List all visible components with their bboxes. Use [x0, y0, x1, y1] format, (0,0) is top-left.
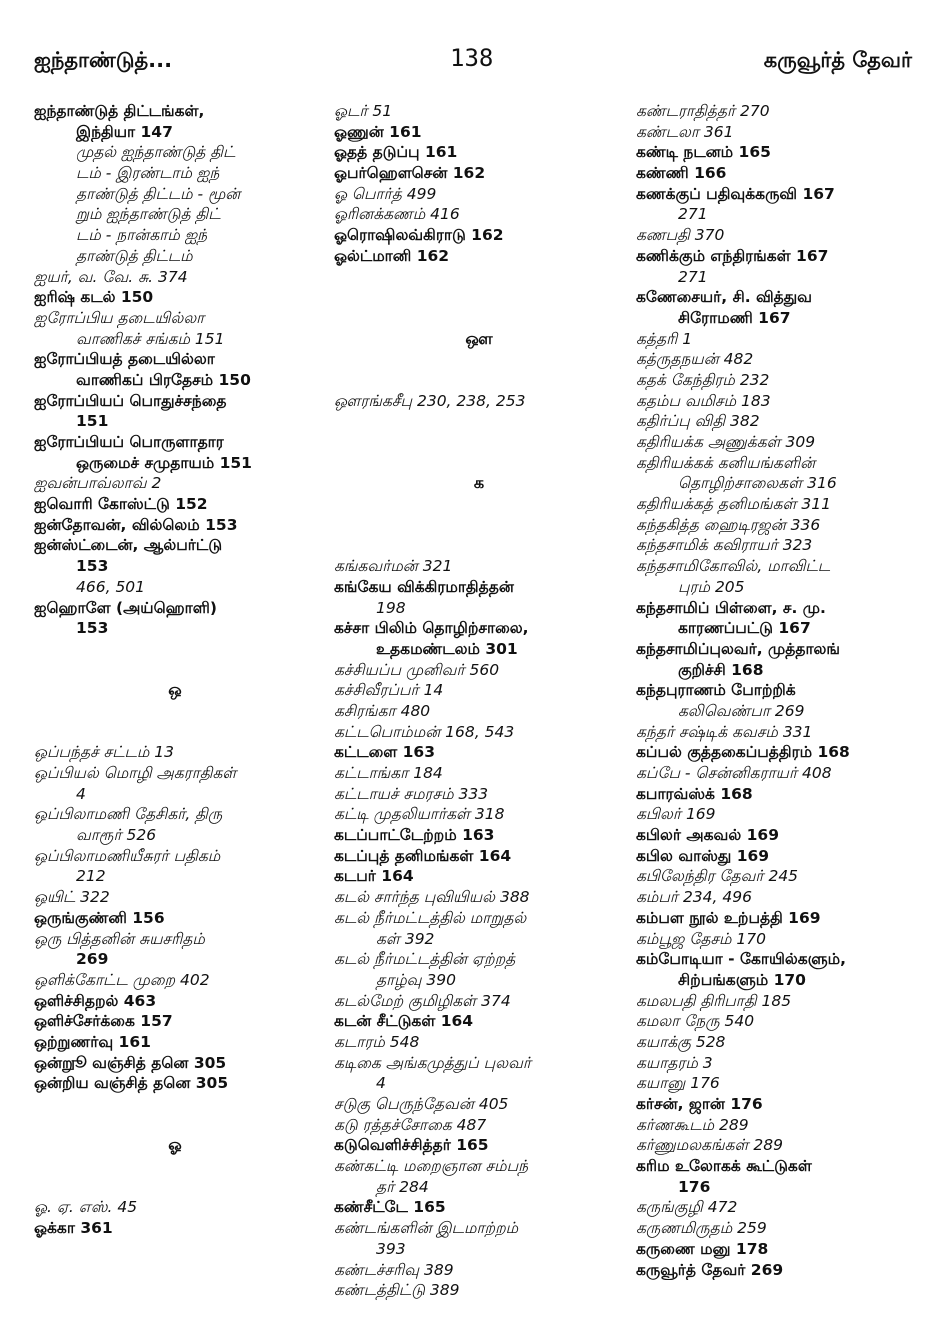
section-letter: ஔ: [465, 328, 493, 348]
index-entry: ஓதத் தடுப்பு 161: [334, 143, 458, 162]
index-entry: கடல் சார்ந்த புவியியல் 388: [334, 888, 530, 907]
index-entry: தாண்டுத் திட்டம்: [76, 246, 193, 265]
index-entry: கந்தகித்த ஹைடிரஜன் 336: [636, 515, 821, 534]
index-entry: கச்சியப்ப முனிவர் 560: [334, 660, 500, 679]
index-entry: 466, 501: [76, 577, 146, 596]
index-entry: கபாரவ்ஸ்க் 168: [636, 784, 753, 803]
index-column-3: [636, 101, 928, 1280]
spacer: [34, 1115, 316, 1136]
spacer: [334, 267, 624, 288]
index-entry: ஐரிஷ் கடல் 150: [34, 288, 154, 307]
index-entry: கருணை மனு 178: [636, 1239, 769, 1258]
index-entry: குறிச்சி 168: [678, 660, 764, 679]
index-entry: கந்தசாமிகோவில், மாவிட்ட: [636, 557, 831, 576]
index-entry: ஓணுன் 161: [334, 122, 422, 141]
index-entry: கண்ணி 166: [636, 164, 727, 183]
index-entry: கமலபதி திரிபாதி 185: [636, 991, 792, 1010]
index-entry: கபிலேந்திர தேவர் 245: [636, 867, 799, 886]
index-entry: கண்டச்சரிவு 389: [334, 1260, 454, 1279]
index-entry: கட்டாயச் சமரசம் 333: [334, 784, 489, 803]
section-letter: ஓ: [168, 1135, 182, 1155]
index-entry: 271: [678, 267, 708, 286]
spacer: [334, 535, 624, 556]
index-entry: 269: [76, 950, 109, 969]
index-entry: கதக் கேந்திரம் 232: [636, 370, 770, 389]
spacer: [34, 722, 316, 743]
index-entry: கதிரியக்க அணுக்கள் 309: [636, 433, 816, 451]
index-entry: கண்கட்டி மறைஞான சம்பந்: [334, 1157, 529, 1176]
index-entry: ஓரினக்கணம் 416: [334, 205, 460, 224]
index-entry: கத்ருதநயன் 482: [636, 350, 754, 369]
index-entry: ஒளிச்சேர்க்கை 157: [34, 1012, 173, 1031]
index-entry: 151: [76, 412, 109, 431]
index-entry: கச்சா பிலிம் தொழிற்சாலை,: [334, 619, 529, 638]
spacer: [334, 453, 624, 474]
index-entry: 212: [76, 867, 106, 886]
index-entry: கயாதரம் 3: [636, 1053, 713, 1072]
index-entry: வாரூர் 526: [76, 826, 157, 845]
spacer: [34, 1094, 316, 1115]
index-entry: ஓபர்ஹெளசென் 162: [334, 164, 486, 183]
index-entry: கண்டி நடனம் 165: [636, 143, 771, 162]
index-entry: 4: [376, 1074, 386, 1093]
index-column-2: [334, 101, 624, 1301]
index-entry: ஐவன்பாவ்லாவ் 2: [34, 474, 162, 493]
spacer: [34, 1177, 316, 1198]
index-entry: கமலா நேரு 540: [636, 1012, 755, 1031]
index-entry: கதிரியக்கத் தனிமங்கள் 311: [636, 495, 832, 514]
index-entry: கபிலர் 169: [636, 805, 716, 824]
index-entry: கதிரியக்கக் கனியங்களின்: [636, 453, 816, 472]
index-entry: கந்தசாமிப் பிள்ளை, ச. மு.: [636, 598, 826, 617]
index-entry: ஒளிச்சிதறல் 463: [34, 991, 157, 1010]
index-entry: கப்பல் குத்தகைப்பத்திரம் 168: [636, 743, 850, 762]
index-entry: தாண்டுத் திட்டம் - மூன்: [76, 184, 241, 203]
index-entry: கண்டத்திட்டு 389: [334, 1281, 460, 1300]
index-entry: முதல் ஐந்தாண்டுத் திட்: [76, 143, 236, 162]
index-entry: கடல்மேற் குமிழிகள் 374: [334, 991, 511, 1010]
index-entry: ஐன்ஸ்ட்டைன், ஆல்பர்ட்டு: [34, 536, 223, 555]
index-entry: ஒற்றுணர்வு 161: [34, 1032, 151, 1051]
index-entry: சிற்பங்களும் 170: [678, 970, 806, 989]
index-entry: கப்பே - சென்னிகராயர் 408: [636, 764, 832, 782]
index-entry: கடிகை அங்கமுத்துப் புலவர்: [334, 1053, 532, 1072]
index-entry: கடப்பாட்டேற்றம் 163: [334, 826, 495, 845]
index-entry: கருங்குழி 472: [636, 1198, 738, 1217]
index-entry: ஐன்தோவன், வில்லெம் 153: [34, 515, 238, 534]
spacer: [334, 515, 624, 536]
running-head-right: கருவூர்த் தேவர்: [763, 48, 912, 72]
index-entry: ஒப்பிலாமணியீசுரர் பதிகம்: [34, 846, 221, 865]
index-entry: ஒன்றிய வஞ்சித் தனெ 305: [34, 1074, 229, 1093]
index-entry: ஐஹொளே (அய்ஹொளி): [34, 598, 217, 617]
index-entry: கச்சிவீரப்பர் 14: [334, 681, 444, 700]
index-entry: வாணிகப் பிரதேசம் 150: [76, 370, 251, 389]
index-entry: சடுகு பெருந்தேவன் 405: [334, 1095, 509, 1113]
index-entry: கர்சன், ஜான் 176: [636, 1095, 763, 1113]
index-entry: கந்தசாமிப்புலவர், முத்தாலங்: [636, 639, 840, 658]
index-entry: கந்தசாமிக் கவிராயர் 323: [636, 536, 813, 555]
index-entry: கடபர் 164: [334, 867, 414, 886]
index-entry: கர்ணகூடம் 289: [636, 1115, 749, 1134]
spacer: [34, 701, 316, 722]
running-head-left: ஐந்தாண்டுத்...: [34, 48, 173, 72]
index-entry: ஒப்பியல் மொழி அகராதிகள்: [34, 764, 237, 782]
index-entry: உதகமண்டலம் 301: [376, 639, 518, 658]
index-entry: ஒருமைச் சமுதாயம் 151: [76, 453, 252, 472]
index-entry: ஐரோப்பியத் தடையில்லா: [34, 350, 215, 369]
spacer: [334, 308, 624, 329]
index-entry: கதம்ப வமிசம் 183: [636, 391, 771, 410]
index-entry: கங்கவர்மன் 321: [334, 557, 453, 576]
index-entry: கரிம உலோகக் கூட்டுகள்: [636, 1157, 812, 1176]
index-entry: தாழ்வு 390: [376, 970, 457, 989]
index-entry: கம்பூஜ தேசம் 170: [636, 929, 767, 948]
index-entry: கசிரங்கா 480: [334, 701, 431, 720]
spacer: [334, 349, 624, 370]
index-entry: கபிலர் அகவல் 169: [636, 826, 780, 845]
index-entry: கள் 392: [376, 929, 435, 948]
index-entry: ஓக்கா 361: [34, 1219, 113, 1238]
index-entry: கடுவெளிச்சித்தர் 165: [334, 1136, 489, 1155]
index-entry: கண்டராதித்தர் 270: [636, 102, 770, 120]
index-entry: கட்டபொம்மன் 168, 543: [334, 722, 515, 741]
index-entry: ஒப்பந்தச் சட்டம் 13: [34, 743, 174, 762]
index-entry: டம் - நான்காம் ஐந்: [76, 226, 208, 245]
index-entry: தொழிற்சாலைகள் 316: [678, 474, 837, 493]
index-entry: கடல் நீர்மட்டத்தின் ஏற்றத்: [334, 950, 516, 969]
page-number: 138: [450, 44, 494, 72]
section-letter: ஒ: [168, 680, 182, 700]
index-entry: கணேசையர், சி. வித்துவ: [636, 288, 812, 307]
index-entry: 198: [376, 598, 406, 617]
index-entry: ஒருங்குண்னி 156: [34, 908, 165, 927]
index-entry: கடப்புத் தனிமங்கள் 164: [334, 846, 512, 865]
section-letter: க: [473, 473, 485, 493]
index-entry: புரம் 205: [678, 577, 745, 596]
index-entry: 153: [76, 557, 109, 576]
spacer: [334, 370, 624, 391]
spacer: [334, 287, 624, 308]
spacer: [334, 411, 624, 432]
index-entry: 176: [678, 1177, 711, 1196]
index-entry: ஓல்ட்மானி 162: [334, 246, 450, 265]
index-entry: கருவூர்த் தேவர் 269: [636, 1260, 784, 1279]
index-entry: ஐரோப்பிய தடையில்லா: [34, 308, 205, 327]
spacer: [34, 1156, 316, 1177]
page-header: [0, 44, 940, 84]
index-entry: கலிவெண்பா 269: [678, 701, 805, 720]
index-entry: கந்தபுராணம் போற்றிக்: [636, 681, 796, 700]
index-entry: 393: [376, 1239, 406, 1258]
index-entry: கண்டலா 361: [636, 122, 734, 141]
index-entry: ஐந்தாண்டுத் திட்டங்கள்,: [34, 102, 205, 120]
index-entry: ஓ. ஏ. எஸ். 45: [34, 1198, 138, 1217]
index-entry: கயானு 176: [636, 1074, 720, 1093]
spacer: [334, 432, 624, 453]
index-entry: கட்டாங்கா 184: [334, 764, 443, 782]
index-entry: கணிக்கும் எந்திரங்கள் 167: [636, 246, 829, 265]
index-entry: ஒளிக்கோட்ட முறை 402: [34, 970, 210, 989]
index-entry: ஓடர் 51: [334, 102, 393, 120]
index-entry: கடல் நீர்மட்டத்தில் மாறுதல்: [334, 908, 527, 927]
index-entry: 271: [678, 205, 708, 224]
index-entry: கபில வாஸ்து 169: [636, 846, 770, 865]
index-entry: இந்தியா 147: [76, 122, 173, 141]
index-entry: கடு ரத்தச்சோகை 487: [334, 1115, 487, 1134]
index-entry: ஒரு பித்தனின் சுயசரிதம்: [34, 929, 205, 948]
index-entry: ஓரொஷிலவ்கிராடு 162: [334, 226, 504, 245]
index-entry: கம்பள நூல் உற்பத்தி 169: [636, 908, 821, 927]
index-entry: டம் - இரண்டாம் ஐந்: [76, 164, 220, 183]
index-entry: சிரோமணி 167: [678, 308, 791, 327]
spacer: [34, 660, 316, 681]
index-entry: கண்டங்களின் இடமாற்றம்: [334, 1219, 519, 1238]
index-entry: ஒன்றுூ வஞ்சித் தனெ 305: [34, 1053, 227, 1072]
index-entry: கத்தரி 1: [636, 329, 693, 348]
index-column-1: [34, 101, 316, 1239]
index-entry: 4: [76, 784, 86, 803]
index-entry: கண்சீட்டே 165: [334, 1198, 446, 1217]
index-entry: தர் 284: [376, 1177, 429, 1196]
index-entry: ஒயிட் 322: [34, 888, 110, 907]
index-entry: கணபதி 370: [636, 226, 725, 245]
index-entry: ஐயர், வ. வே. சு. 374: [34, 267, 188, 286]
index-entry: கயாக்கு 528: [636, 1032, 726, 1051]
index-entry: ஐரோப்பியப் பொதுச்சந்தை: [34, 391, 227, 410]
index-entry: ஓ பொர்த் 499: [334, 184, 437, 203]
index-entry: ஒப்பிலாமணி தேசிகர், திரு: [34, 805, 223, 824]
index-entry: கட்டி முதலியார்கள் 318: [334, 805, 505, 824]
index-entry: கடன் சீட்டுகள் 164: [334, 1012, 474, 1031]
index-entry: கடாரம் 548: [334, 1032, 420, 1051]
index-entry: ஐவொரி கோஸ்ட்டு 152: [34, 495, 208, 514]
index-entry: றும் ஐந்தாண்டுத் திட்: [76, 205, 221, 224]
index-entry: கந்தர் சஷ்டிக் கவசம் 331: [636, 722, 813, 741]
spacer: [34, 639, 316, 660]
index-entry: 153: [76, 619, 109, 638]
index-entry: ஔரங்கசீபு 230, 238, 253: [334, 391, 526, 410]
index-entry: கருணமிருதம் 259: [636, 1219, 767, 1238]
index-entry: கட்டளை 163: [334, 743, 435, 762]
index-entry: வாணிகச் சங்கம் 151: [76, 329, 225, 348]
index-entry: கணக்குப் பதிவுக்கருவி 167: [636, 184, 835, 203]
spacer: [334, 494, 624, 515]
index-entry: ஐரோப்பியப் பொருளாதார: [34, 433, 224, 451]
index-entry: கங்கேய விக்கிரமாதித்தன்: [334, 577, 514, 596]
index-entry: கம்போடியா - கோயில்களும்,: [636, 950, 847, 969]
index-entry: காரணப்பட்டு 167: [678, 619, 811, 638]
index-entry: கம்பர் 234, 496: [636, 888, 752, 907]
index-entry: கர்ணுமலகங்கள் 289: [636, 1136, 784, 1155]
index-entry: கதிர்ப்பு விதி 382: [636, 412, 760, 431]
